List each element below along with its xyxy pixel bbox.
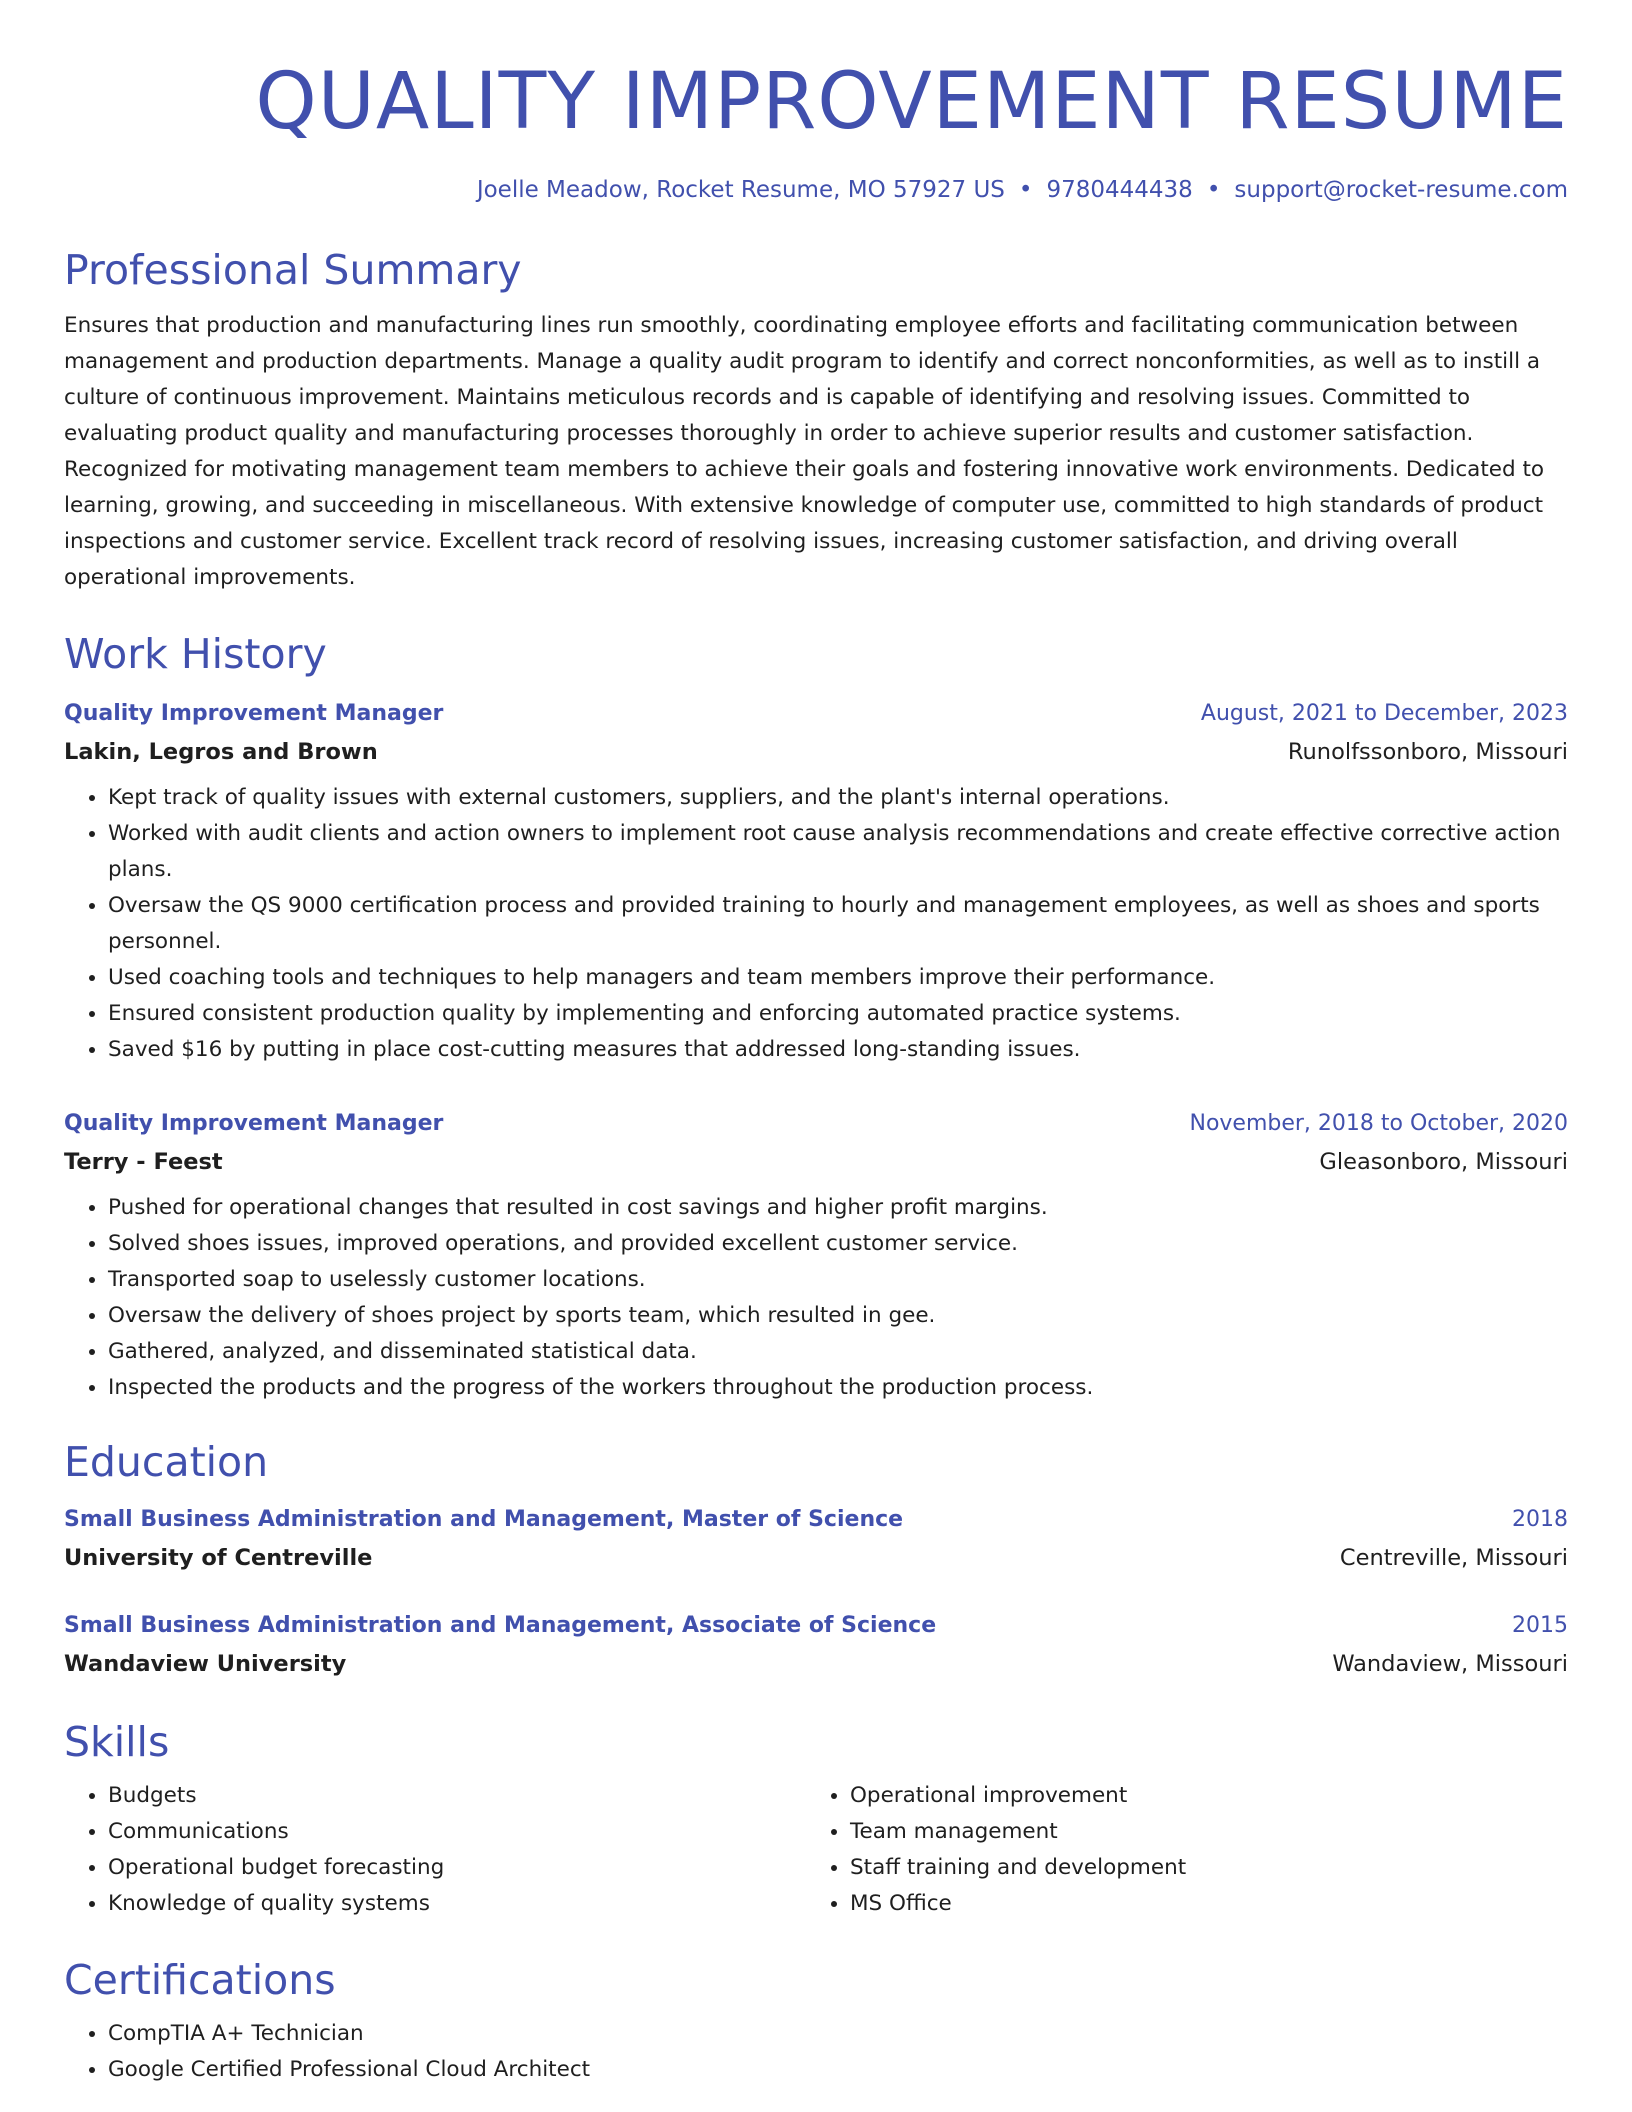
job-bullet: • Inspected the products and the progress of the workers throughout the production process. bbox=[108, 1370, 1568, 1406]
resume-title: QUALITY IMPROVEMENT RESUME bbox=[255, 57, 1568, 147]
job-bullet: • Worked with audit clients and action owners to implement root cause analysis recommendations and create effective corrective action plans. bbox=[108, 816, 1568, 888]
education-location: Centreville, Missouri bbox=[1339, 1545, 1568, 1571]
contact-email: support@rocket-resume.com bbox=[1234, 177, 1568, 203]
skill-item: • Team management bbox=[850, 1814, 1548, 1850]
summary-section bbox=[64, 242, 1568, 596]
job-title: Quality Improvement Manager bbox=[64, 701, 444, 726]
certification-item: • CompTIA A+ Technician bbox=[108, 2016, 1568, 2052]
skills-list-left bbox=[64, 1778, 806, 1922]
contact-phone: 9780444438 bbox=[1046, 177, 1193, 203]
job-bullet: • Gathered, analyzed, and disseminated statistical data. bbox=[108, 1334, 1568, 1370]
education-degree: Small Business Administration and Management, Associate of Science bbox=[64, 1613, 937, 1638]
job-bullet: • Transported soap to uselessly customer locations. bbox=[108, 1262, 1568, 1298]
education-year: 2015 bbox=[1512, 1613, 1568, 1638]
certifications-heading: Certifications bbox=[64, 1956, 336, 2004]
job-bullet: • Saved $16 by putting in place cost-cutting measures that addressed long-standing issues. bbox=[108, 1032, 1568, 1068]
certification-item: • Google Certified Professional Cloud Architect bbox=[108, 2052, 1568, 2088]
summary-text: Ensures that production and manufacturing lines run smoothly, coordinating employee efforts and facilitating communication between management and production departments. Manage a quality audit program to identify and correct nonconformities, as well as to instill a culture of continuous improvement. Maintains meticulous records and is capable of identifying and resolving issues. Committed to evaluating product quality and manufacturing processes thoroughly in order to achieve superior results and customer satisfaction. Recognized for motivating management team members to achieve their goals and fostering innovative work environments. Dedicated to learning, growing, and succeeding in miscellaneous. With extensive knowledge of computer use, committed to high standards of product inspections and customer service. Excellent track record of resolving issues, increasing customer satisfaction, and driving overall operational improvements. bbox=[64, 313, 1545, 590]
job-bullets bbox=[64, 780, 1568, 1068]
job-bullets bbox=[64, 1190, 1568, 1406]
education-school: University of Centreville bbox=[64, 1545, 373, 1571]
certifications-list bbox=[64, 2016, 1568, 2088]
job-company: Lakin, Legros and Brown bbox=[64, 739, 378, 765]
skill-item: • Budgets bbox=[108, 1778, 806, 1814]
education-location: Wandaview, Missouri bbox=[1332, 1651, 1568, 1677]
job-bullet: • Pushed for operational changes that resulted in cost savings and higher profit margins. bbox=[108, 1190, 1568, 1226]
education-entry bbox=[64, 1608, 1568, 1684]
education-year: 2018 bbox=[1512, 1507, 1568, 1532]
job-location: Gleasonboro, Missouri bbox=[1319, 1149, 1568, 1175]
job-company: Terry - Feest bbox=[64, 1149, 223, 1175]
contact-separator: • bbox=[1206, 177, 1221, 203]
contact-separator: • bbox=[1018, 177, 1033, 203]
contact-address: Joelle Meadow, Rocket Resume, MO 57927 US bbox=[476, 177, 1005, 203]
education-section bbox=[64, 1434, 1568, 1684]
skill-item: • Operational improvement bbox=[850, 1778, 1548, 1814]
work-history-heading: Work History bbox=[64, 630, 327, 678]
contact-line bbox=[64, 174, 1568, 206]
skill-item: • Knowledge of quality systems bbox=[108, 1886, 806, 1922]
resume-header bbox=[64, 52, 1568, 206]
work-history-section bbox=[64, 626, 1568, 1406]
job-bullet: • Ensured consistent production quality by implementing and enforcing automated practice systems. bbox=[108, 996, 1568, 1032]
job-entry bbox=[64, 696, 1568, 1068]
education-school: Wandaview University bbox=[64, 1651, 347, 1677]
skill-item: • Staff training and development bbox=[850, 1850, 1548, 1886]
job-bullet: • Oversaw the QS 9000 certification process and provided training to hourly and management employees, as well as shoes and sports personnel. bbox=[108, 888, 1568, 960]
skills-section bbox=[64, 1714, 1568, 1922]
skills-list-right bbox=[806, 1778, 1548, 1922]
skill-item: • Communications bbox=[108, 1814, 806, 1850]
certifications-section bbox=[64, 1952, 1568, 2088]
skills-heading: Skills bbox=[64, 1718, 170, 1766]
job-entry bbox=[64, 1106, 1568, 1406]
job-dates: November, 2018 to October, 2020 bbox=[1189, 1111, 1568, 1136]
skill-item: • Operational budget forecasting bbox=[108, 1850, 806, 1886]
skill-item: • MS Office bbox=[850, 1886, 1548, 1922]
education-heading: Education bbox=[64, 1438, 269, 1486]
education-degree: Small Business Administration and Management, Master of Science bbox=[64, 1507, 904, 1532]
education-entry bbox=[64, 1502, 1568, 1578]
job-bullet: • Solved shoes issues, improved operations, and provided excellent customer service. bbox=[108, 1226, 1568, 1262]
job-location: Runolfssonboro, Missouri bbox=[1287, 739, 1568, 765]
job-bullet: • Kept track of quality issues with external customers, suppliers, and the plant's internal operations. bbox=[108, 780, 1568, 816]
job-title: Quality Improvement Manager bbox=[64, 1111, 444, 1136]
job-bullet: • Oversaw the delivery of shoes project by sports team, which resulted in gee. bbox=[108, 1298, 1568, 1334]
summary-heading: Professional Summary bbox=[64, 246, 522, 294]
job-bullet: • Used coaching tools and techniques to help managers and team members improve their performance. bbox=[108, 960, 1568, 996]
job-dates: August, 2021 to December, 2023 bbox=[1200, 701, 1568, 726]
